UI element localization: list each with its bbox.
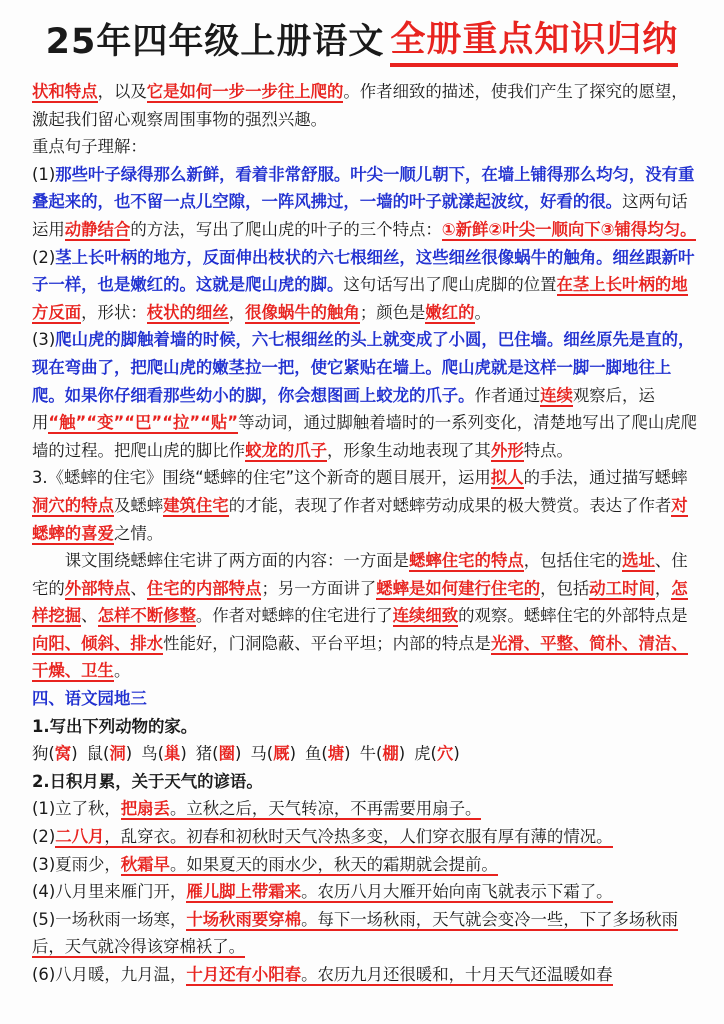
paren: (	[102, 744, 110, 764]
highlight-text: 它是如何一步一步往上爬的	[146, 82, 344, 101]
paren: )	[289, 744, 296, 764]
animal-home-answer: 巢	[163, 744, 181, 764]
sentence-2	[32, 244, 702, 327]
body-text: 、住宅的	[32, 551, 688, 598]
animal-home-item	[141, 744, 187, 763]
quoted-sentence: 爬山虎的脚触着墙的时候，六七根细丝的头上就变成了小圆，巴住墙。细丝原先是直的，现在弯曲了，把爬山虎的嫩茎拉一把，使它紧贴在墙上。爬山虎就是这样一脚一脚地往上爬。如果你仔细看那些幼小的脚，你会想图画上蛟龙的爪子。	[32, 330, 695, 405]
question-1-title: 1.写出下列动物的家。	[32, 716, 198, 736]
item-number: (3)	[32, 330, 56, 350]
body-text: 的方法，写出了爬山虎的叶子的三个特点：	[130, 219, 442, 239]
paren: )	[180, 744, 187, 764]
body-text: (2)	[32, 827, 56, 847]
animal-name: 虎	[414, 744, 431, 764]
body-text: 及蟋蟀	[113, 495, 164, 515]
animal-name: 鼠	[86, 744, 103, 764]
highlight-text: 枝状的细丝	[146, 302, 229, 322]
highlight-text: “触”“变”“巴”“拉”“贴”	[48, 413, 239, 433]
animal-home-answer: 圈	[218, 744, 235, 764]
body-text: ，包括住宅的	[523, 551, 623, 571]
proverb-explanation: 。农历八月大雁开始向南飞就表示下霜了。	[301, 882, 613, 902]
proverb-answer: 秋霜早	[120, 854, 170, 874]
paren: )	[398, 744, 406, 764]
body-text: (4)八月里来雁门开，	[32, 882, 187, 902]
body-text: 、	[130, 578, 147, 598]
body-text: ；另一方面讲了	[261, 578, 377, 598]
paren: )	[234, 744, 242, 764]
paragraph-cricket	[32, 464, 702, 547]
body-text: 、	[81, 606, 98, 626]
proverb-item	[32, 878, 702, 906]
animal-name: 牛	[359, 744, 376, 764]
animal-name: 马	[250, 744, 267, 764]
body-text: 的才能，表现了作者对蟋蟀劳动成果的极大赞赏。表达了作者	[228, 495, 672, 515]
highlight-text: 住宅的内部特点	[146, 578, 262, 598]
body-text: ，形状：	[81, 302, 147, 322]
highlight-text: 在茎上长叶柄的地方反面	[32, 275, 688, 322]
body-text: ，	[654, 578, 672, 598]
animal-home-item	[196, 744, 242, 763]
animal-home-answer: 穴	[436, 744, 454, 764]
animal-home-answer: 棚	[382, 744, 399, 764]
proverb-item	[32, 795, 702, 823]
document-body	[0, 78, 724, 989]
paren: )	[344, 744, 351, 764]
proverb-answer: 把扇丢	[120, 799, 170, 819]
body-text: ；颜色是	[359, 302, 426, 322]
body-text: 之情。	[113, 523, 164, 543]
animal-home-list	[32, 740, 702, 768]
title-highlight: 全册重点知识归纳	[390, 12, 678, 67]
highlight-text: 对蟋蟀的喜爱	[32, 495, 688, 543]
animal-home-answer: 塘	[327, 744, 345, 764]
body-text: 这句话写出了爬山虎脚的位置	[343, 275, 557, 295]
paragraph-intro	[32, 78, 702, 133]
body-text: 。作者对蟋蟀的住宅进行了	[195, 606, 393, 626]
animal-home-item	[414, 744, 460, 763]
proverb-answer: 二八月	[55, 827, 105, 847]
proverb-item	[32, 961, 702, 989]
proverb-explanation: 。立秋之后，天气转凉，不再需要用扇子。	[169, 799, 482, 819]
body-text: ，以及	[97, 82, 147, 101]
paren: )	[453, 744, 460, 764]
body-text: ，形象生动地表现了其	[327, 440, 491, 460]
highlight-text: 嫩红的	[425, 302, 475, 322]
title-main: 25年四年级上册语文	[45, 22, 385, 62]
animal-home-item	[32, 744, 78, 763]
paren: (	[430, 744, 437, 764]
highlight-text: 动工时间	[589, 578, 655, 598]
body-text: ，包括	[540, 578, 590, 598]
highlight-text: 很像蜗牛的触角	[245, 302, 360, 322]
paren: (	[266, 744, 274, 764]
proverb-item	[32, 851, 702, 879]
paragraph-cricket-house	[32, 547, 702, 685]
highlight-text: 洞穴的特点	[32, 495, 114, 515]
body-text: 的观察。蟋蟀住宅的外部特点是	[458, 606, 688, 626]
highlight-text: 蟋蟀住宅的特点	[409, 551, 524, 571]
body-text: 观察后，运用	[32, 385, 655, 433]
highlight-text: 连续细致	[392, 606, 459, 626]
highlight-text: 状和特点	[32, 82, 98, 101]
proverb-explanation: ，乱穿衣。初春和初秋时天气冷热多变，人们穿衣服有厚有薄的情况。	[104, 827, 613, 847]
key-sentences-heading: 重点句子理解：	[32, 137, 147, 157]
highlight-text: 动静结合	[64, 219, 131, 239]
highlight-text: 怎样挖掘	[32, 578, 688, 626]
paren: (	[48, 744, 55, 764]
body-text: 这两句话运用	[32, 192, 688, 239]
highlight-text: 外形	[490, 440, 524, 460]
highlight-text: 怎样不断修整	[97, 606, 196, 626]
animal-name: 鸟	[141, 744, 158, 764]
animal-home-answer: 厩	[273, 744, 290, 764]
question-2-title: 2.日积月累，关于天气的谚语。	[32, 771, 263, 791]
section-heading: 四、语文园地三	[32, 689, 147, 709]
animal-home-answer: 洞	[109, 744, 126, 764]
body-text: (3)夏雨少，	[32, 854, 121, 874]
quoted-sentence: 茎上长叶柄的地方，反面伸出枝状的六七根细丝，这些细丝很像蜗牛的触角。细丝跟新叶子一样，也是嫩红的。这就是爬山虎的脚。	[32, 247, 695, 295]
sentence-1	[32, 161, 702, 244]
item-number: (1)	[32, 164, 56, 184]
body-text: 。	[113, 661, 131, 681]
body-text: 作者通过	[474, 385, 541, 405]
animal-home-item	[87, 744, 133, 763]
proverb-item	[32, 906, 702, 961]
quoted-sentence: 那些叶子绿得那么新鲜，看着非常舒服。叶尖一顺儿朝下，在墙上铺得那么均匀，没有重叠起来的，也不留一点儿空隙，一阵风拂过，一墙的叶子就漾起波纹，好看的很。	[32, 164, 695, 212]
paren: (	[375, 744, 383, 764]
animal-home-item	[360, 744, 406, 763]
body-text: 等动词，通过脚触着墙时的一系列变化，清楚地写出了爬山虎爬墙的过程。把爬山虎的脚比作	[32, 413, 698, 460]
paren: (	[321, 744, 328, 764]
body-text: (6)八月暖，九月温，	[32, 965, 187, 984]
highlight-text: 向阳、倾斜、排水	[32, 633, 164, 653]
proverb-answer: 雁儿脚上带霜来	[186, 882, 302, 902]
body-text: 的手法，通过描写蟋蟀	[523, 468, 688, 488]
highlight-text: 选址	[622, 551, 655, 571]
body-text: 特点。	[523, 440, 573, 460]
proverb-list	[32, 795, 702, 988]
item-number: (2)	[32, 247, 56, 267]
animal-name: 猪	[195, 744, 213, 764]
animal-name: 鱼	[304, 744, 322, 764]
paren: (	[212, 744, 219, 764]
body-text: 性能好，门洞隐蔽、平台平坦；内部的特点是	[163, 633, 491, 653]
highlight-text: ①新鲜②叶尖一顺向下③铺得均匀。	[441, 219, 697, 239]
highlight-text: 外部特点	[64, 578, 131, 598]
highlight-text: 蛟龙的爪子	[245, 440, 328, 460]
animal-home-answer: 窝	[54, 744, 72, 764]
highlight-text: 连续	[540, 385, 573, 405]
body-text: 。作者细致的描述，使我们产生了探究的愿望，激起我们留心观察周围事物的强烈兴趣。	[32, 82, 688, 129]
paren: )	[125, 744, 133, 764]
paren: (	[157, 744, 164, 764]
highlight-text: 光滑、平整、简朴、清洁、干燥、卫生	[32, 633, 688, 681]
body-text: (5)一场秋雨一场寒，	[32, 909, 187, 929]
proverb-answer: 十月还有小阳春	[186, 965, 302, 984]
paren: )	[71, 744, 78, 764]
highlight-text: 蟋蟀是如何建行住宅的	[376, 578, 541, 598]
proverb-explanation: 。农历九月还很暖和，十月天气还温暖如春	[301, 965, 613, 984]
proverb-item	[32, 823, 702, 851]
highlight-text: 拟人	[490, 468, 524, 488]
body-text: (1)立了秋，	[32, 799, 121, 819]
proverb-answer: 十场秋雨要穿棉	[186, 909, 302, 929]
animal-home-item	[305, 744, 351, 763]
body-text: ，	[228, 302, 246, 322]
sentence-3	[32, 326, 702, 464]
body-text: 3.《蟋蟀的住宅》围绕“蟋蟀的住宅”这个新奇的题目展开，运用	[32, 468, 491, 488]
animal-name: 狗	[32, 744, 49, 764]
proverb-explanation: 。如果夏天的雨水少，秋天的霜期就会提前。	[169, 854, 498, 874]
highlight-text: 建筑住宅	[163, 495, 229, 515]
proverb-explanation: 。每下一场秋雨，天气就会变冷一些，下了多场秋雨后，天气就冷得该穿棉袄了。	[32, 909, 679, 957]
animal-home-item	[250, 744, 296, 763]
body-text: 课文围绕蟋蟀住宅讲了两方面的内容：一方面是	[64, 551, 409, 571]
page-header	[0, 0, 724, 78]
body-text: 。	[474, 302, 491, 322]
